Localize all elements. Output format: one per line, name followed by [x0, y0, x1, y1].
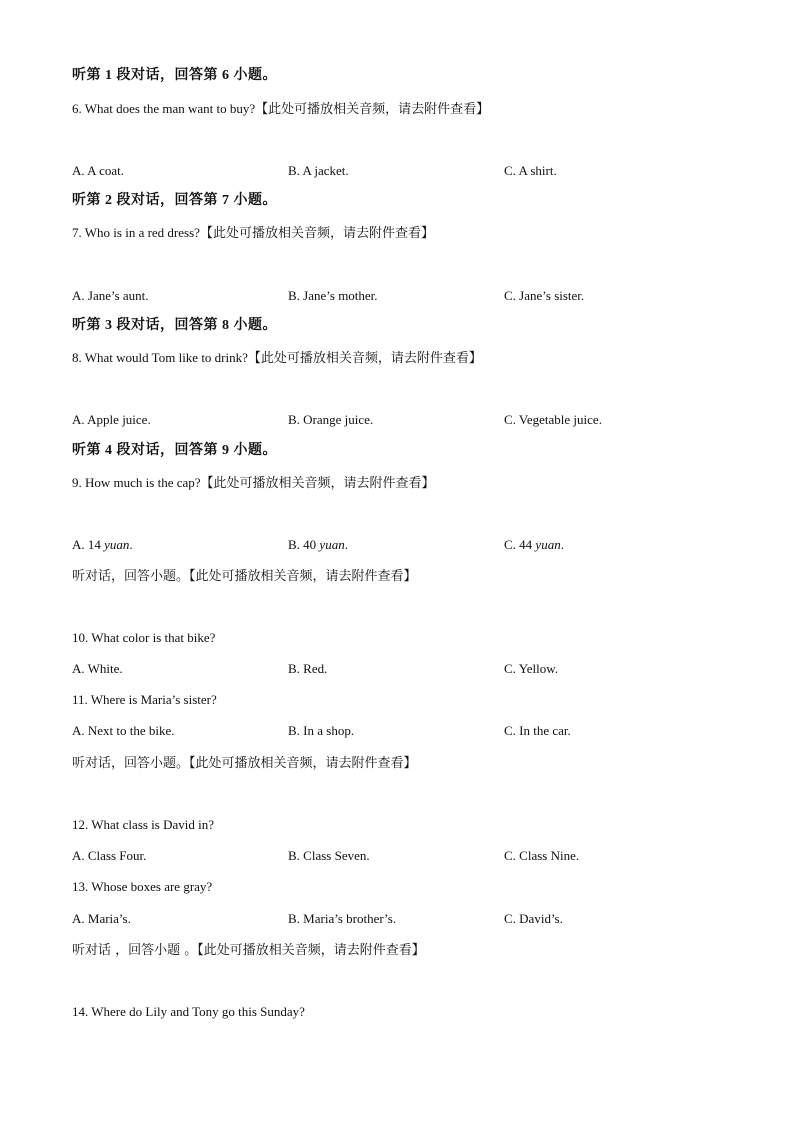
question-8-text: 8. What would Tom like to drink?: [72, 350, 248, 365]
option-c[interactable]: C. In the car.: [504, 723, 571, 738]
option-a-unit: yuan: [104, 537, 130, 552]
audio-note-link[interactable]: 【此处可播放相关音频，请去附件查看】: [199, 226, 434, 241]
audio-note-link[interactable]: 【此处可播放相关音频，请去附件查看】: [247, 351, 482, 366]
audio-note-link[interactable]: 【此处可播放相关音频，请去附件查看】: [255, 102, 490, 117]
section-2-heading: 听第 2 段对话，回答第 7 小题。: [72, 193, 277, 208]
option-c[interactable]: [504, 537, 564, 553]
question-10-options: [72, 661, 722, 677]
question-13: 13. Whose boxes are gray?: [72, 879, 213, 894]
option-c[interactable]: C. Class Nine.: [504, 848, 580, 863]
question-7: [72, 225, 434, 242]
option-b[interactable]: B. Red.: [288, 661, 328, 676]
group-1-intro: [72, 568, 417, 585]
option-b-amount: B. 40: [288, 537, 320, 552]
option-b-unit: yuan: [319, 537, 345, 552]
section-3-heading: 听第 3 段对话，回答第 8 小题。: [72, 318, 277, 333]
option-c[interactable]: C. A shirt.: [504, 163, 557, 178]
option-a[interactable]: A. Class Four.: [72, 848, 147, 863]
question-8: [72, 350, 482, 367]
question-6: [72, 101, 489, 118]
group-intro-text: 听对话，回答小题。: [72, 569, 190, 584]
option-c-period: .: [560, 537, 564, 552]
question-9: [72, 475, 435, 492]
option-a[interactable]: A. White.: [72, 661, 123, 676]
question-7-options: [72, 288, 722, 304]
option-a[interactable]: A. Maria’s.: [72, 911, 131, 926]
question-6-text: 6. What does the man want to buy?: [72, 101, 256, 116]
option-b-period: .: [344, 537, 348, 552]
option-c[interactable]: C. Vegetable juice.: [504, 412, 602, 427]
option-c[interactable]: C. Yellow.: [504, 661, 559, 676]
question-10: 10. What color is that bike?: [72, 630, 216, 645]
option-b[interactable]: B. Jane’s mother.: [288, 288, 378, 303]
section-1-heading: 听第 1 段对话，回答第 6 小题。: [72, 68, 277, 83]
question-6-options: [72, 163, 722, 179]
option-c[interactable]: C. Jane’s sister.: [504, 288, 585, 303]
question-12: 12. What class is David in?: [72, 817, 215, 832]
option-b[interactable]: B. In a shop.: [288, 723, 355, 738]
question-12-options: [72, 848, 722, 864]
section-4-heading: 听第 4 段对话，回答第 9 小题。: [72, 443, 277, 458]
question-13-options: [72, 911, 722, 927]
option-c-amount: C. 44: [504, 537, 536, 552]
option-a[interactable]: A. Next to the bike.: [72, 723, 175, 738]
audio-note-link[interactable]: 【此处可播放相关音频，请去附件查看】: [189, 569, 417, 584]
option-b[interactable]: [288, 537, 348, 553]
option-b[interactable]: B. Class Seven.: [288, 848, 370, 863]
group-intro-text: 听对话，回答小题。: [72, 756, 190, 771]
audio-note-link[interactable]: 【此处可播放相关音频，请去附件查看】: [189, 756, 417, 771]
option-a-period: .: [129, 537, 133, 552]
question-11: 11. Where is Maria’s sister?: [72, 692, 217, 707]
question-11-options: [72, 723, 722, 739]
option-b[interactable]: B. Orange juice.: [288, 412, 374, 427]
question-9-text: 9. How much is the cap?: [72, 475, 201, 490]
group-2-intro: [72, 755, 417, 772]
question-7-text: 7. Who is in a red dress?: [72, 225, 200, 240]
question-14: 14. Where do Lily and Tony go this Sunday?: [72, 1004, 305, 1019]
option-c-unit: yuan: [535, 537, 561, 552]
option-a[interactable]: A. A coat.: [72, 163, 124, 178]
question-9-options: [72, 537, 722, 553]
question-8-options: [72, 412, 722, 428]
option-a-amount: A. 14: [72, 537, 105, 552]
option-c[interactable]: C. David’s.: [504, 911, 563, 926]
audio-note-link[interactable]: 【此处可播放相关音频，请去附件查看】: [200, 476, 435, 491]
option-a[interactable]: A. Apple juice.: [72, 412, 151, 427]
audio-note-link[interactable]: 【此处可播放相关音频，请去附件查看】: [197, 943, 425, 958]
option-b[interactable]: B. A jacket.: [288, 163, 349, 178]
option-b[interactable]: B. Maria’s brother’s.: [288, 911, 397, 926]
group-intro-text: 听对话 ，回答小题 。: [72, 943, 198, 958]
group-3-intro: [72, 942, 425, 959]
option-a[interactable]: [72, 537, 133, 553]
option-a[interactable]: A. Jane’s aunt.: [72, 288, 149, 303]
